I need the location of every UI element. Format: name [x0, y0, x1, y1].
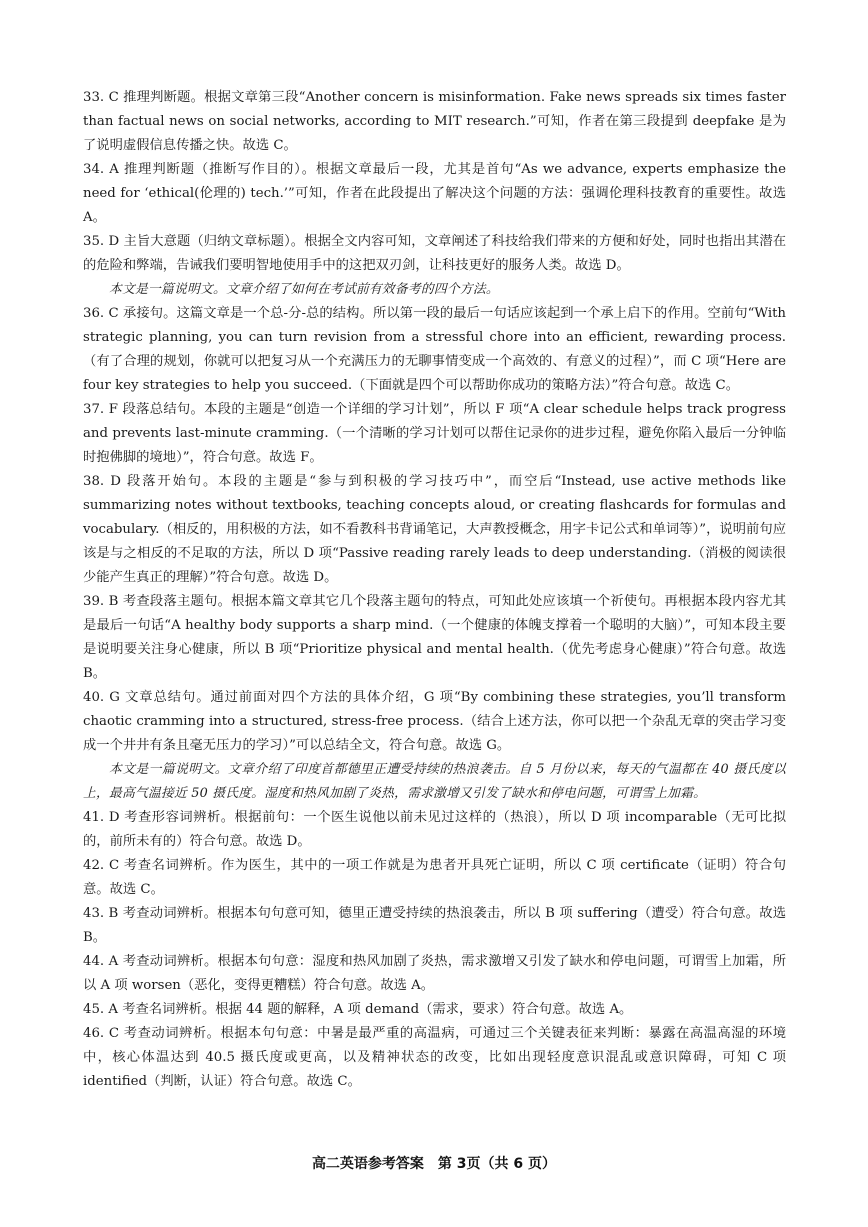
answer-39: 39. B 考查段落主题句。根据本篇文章其它几个段落主题句的特点，可知此处应该填一个祈使句。再根据本段内容尤其是最后一句话“A healthy body supports a sharp mind.（一个健康的体魄支撑着一个聪明的大脑）”，可知本段主要是说明要关注身心健康，所以 B 项“Prioritize physical and mental health.（优先考虑身心健康）”符合句意。故选 B。: [83, 594, 786, 681]
answer-35: 35. D 主旨大意题（归纳文章标题）。根据全文内容可知，文章阐述了科技给我们带来的方便和好处，同时也指出其潜在的危险和弊端，告诫我们要明智地使用手中的这把双刃剑，让科技更好的服务人类。故选 D。: [83, 234, 786, 273]
answer-38: 38. D 段落开始句。本段的主题是“参与到积极的学习技巧中”，而空后“Instead, use active methods like summarizing notes without textbooks, teaching concepts aloud, or creating flashcards for formulas and vocabulary.（相反的，用积极的方法，如不看教科书背诵笔记，大声教授概念，用字卡记公式和单词等）”，说明前句应该是与之相反的不足取的方法，所以 D 项“Passive reading rarely leads to deep understanding.（消极的阅读很少能产生真正的理解）”符合句意。故选 D。: [83, 474, 786, 585]
answer-37: 37. F 段落总结句。本段的主题是“创造一个详细的学习计划”，所以 F 项“A clear schedule helps track progress and prevents last-minute cramming.（一个清晰的学习计划可以帮住记录你的进步过程，避免你陷入最后一分钟临时抱佛脚的境地）”，符合句意。故选 F。: [83, 402, 786, 465]
passage-summary-1: 本文是一篇说明文。文章介绍了如何在考试前有效备考的四个方法。: [109, 282, 499, 297]
answer-key-body: [83, 86, 786, 1094]
answer-36: 36. C 承接句。这篇文章是一个总-分-总的结构。所以第一段的最后一句话应该起到一个承上启下的作用。空前句“With strategic planning, you can turn revision from a stressful chore into an efficient, rewarding process.（有了合理的规划，你就可以把复习从一个充满压力的无聊事情变成一个高效的、有意义的过程）”，而 C 项“Here are four key strategies to help you succeed.（下面就是四个可以帮助你成功的策略方法）”符合句意。故选 C。: [83, 306, 786, 393]
answer-34: 34. A 推理判断题（推断写作目的）。根据文章最后一段，尤其是首句“As we advance, experts emphasize the need for ‘ethical(伦理的) tech.’”可知，作者在此段提出了解决这个问题的方法：强调伦理科技教育的重要性。故选 A。: [83, 162, 786, 225]
passage-summary-2: 本文是一篇说明文。文章介绍了印度首都德里正遭受持续的热浪袭击。自 5 月份以来，每天的气温都在 40 摄氏度以上，最高气温接近 50 摄氏度。湿度和热风加剧了炎热，需求激增又引发了缺水和停电问题，可谓雪上加霜。: [83, 762, 786, 801]
answer-33: 33. C 推理判断题。根据文章第三段“Another concern is misinformation. Fake news spreads six times faster than factual news on social networks, according to MIT research.”可知，作者在第三段提到 deepfake 是为了说明虚假信息传播之快。故选 C。: [83, 90, 786, 153]
answer-40: 40. G 文章总结句。通过前面对四个方法的具体介绍，G 项“By combining these strategies, you’ll transform chaotic cramming into a structured, stress-free process.（结合上述方法，你可以把一个杂乱无章的突击学习变成一个井井有条且毫无压力的学习）”可以总结全文，符合句意。故选 G。: [83, 690, 786, 753]
answer-41: 41. D 考查形容词辨析。根据前句：一个医生说他以前未见过这样的（热浪），所以 D 项 incomparable（无可比拟的，前所未有的）符合句意。故选 D。: [83, 810, 786, 849]
answer-43: 43. B 考查动词辨析。根据本句句意可知，德里正遭受持续的热浪袭击，所以 B 项 suffering（遭受）符合句意。故选 B。: [83, 906, 786, 945]
answer-42: 42. C 考查名词辨析。作为医生，其中的一项工作就是为患者开具死亡证明，所以 C 项 certificate（证明）符合句意。故选 C。: [83, 858, 786, 897]
answer-46: 46. C 考查动词辨析。根据本句句意：中暑是最严重的高温病，可通过三个关键表征来判断：暴露在高温高湿的环境中，核心体温达到 40.5 摄氏度或更高，以及精神状态的改变，比如出现轻度意识混乱或意识障碍，可知 C 项 identified（判断，认证）符合句意。故选 C。: [83, 1026, 786, 1089]
answer-45: 45. A 考查名词辨析。根据 44 题的解释，A 项 demand（需求，要求）符合句意。故选 A。: [83, 1002, 633, 1017]
page-footer: 高二英语参考答案 第 3页（共 6 页）: [311, 1156, 557, 1172]
answer-44: 44. A 考查动词辨析。根据本句句意：湿度和热风加剧了炎热，需求激增又引发了缺水和停电问题，可谓雪上加霜，所以 A 项 worsen（恶化，变得更糟糕）符合句意。故选 A。: [83, 954, 786, 993]
